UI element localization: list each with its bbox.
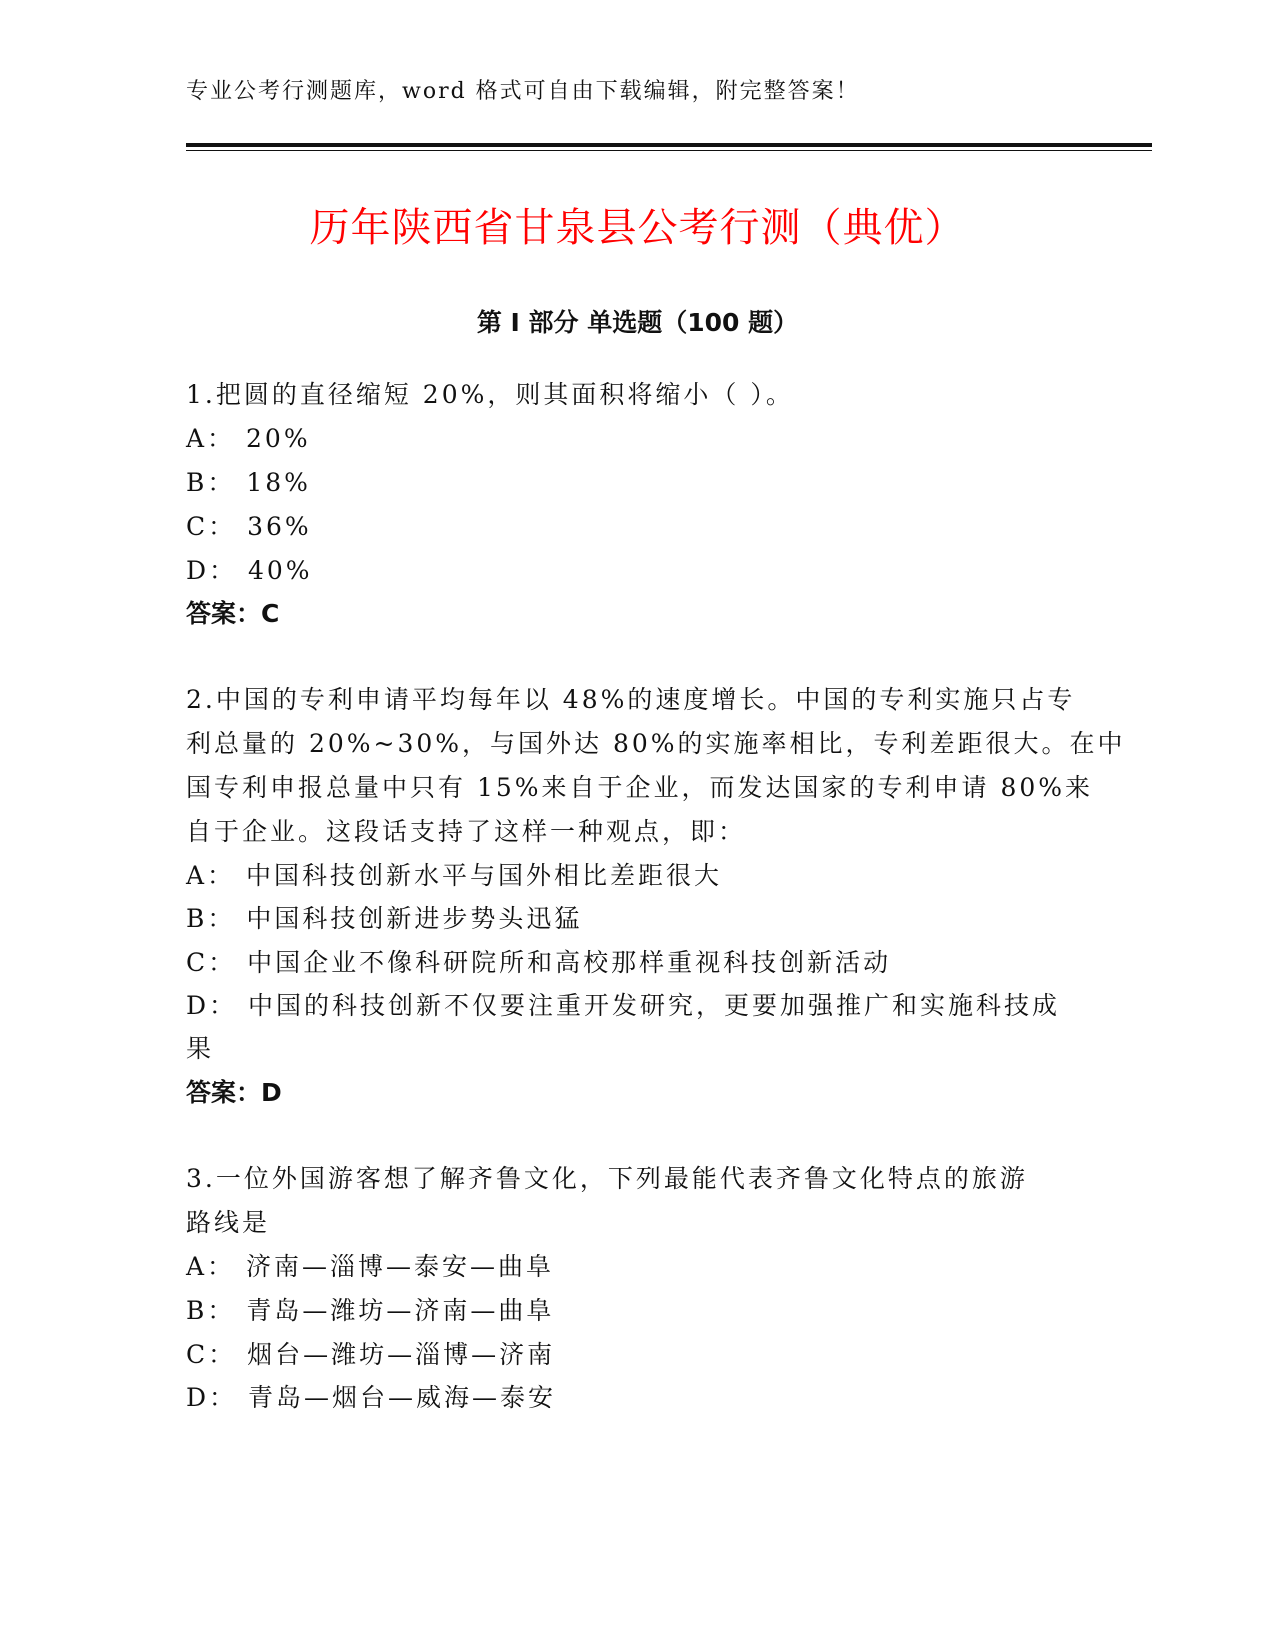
- question-1-answer: 答案：C: [186, 599, 280, 628]
- question-3-option-d: D： 青岛—烟台—威海—泰安: [186, 1383, 556, 1412]
- question-3-option-a: A： 济南—淄博—泰安—曲阜: [186, 1252, 555, 1281]
- question-2-option-c: C： 中国企业不像科研院所和高校那样重视科技创新活动: [186, 948, 892, 977]
- question-2-stem-line-1: 2.中国的专利申请平均每年以 48%的速度增长。中国的专利实施只占专: [186, 685, 1076, 714]
- question-2-option-d: D： 中国的科技创新不仅要注重开发研究，更要加强推广和实施科技成: [186, 991, 1060, 1020]
- question-2-stem-line-3: 国专利申报总量中只有 15%来自于企业，而发达国家的专利申请 80%来: [186, 773, 1094, 802]
- question-3-stem-line-1: 3.一位外国游客想了解齐鲁文化，下列最能代表齐鲁文化特点的旅游: [186, 1164, 1028, 1193]
- question-2-stem-line-4: 自于企业。这段话支持了这样一种观点，即：: [186, 817, 747, 846]
- header-note: 专业公考行测题库，word 格式可自由下载编辑，附完整答案！: [186, 79, 860, 104]
- question-2-option-d-cont: 果: [186, 1034, 215, 1063]
- question-1-stem: 1.把圆的直径缩短 20%，则其面积将缩小（ ）。: [186, 380, 794, 409]
- question-2-option-b: B： 中国科技创新进步势头迅猛: [186, 904, 583, 933]
- question-1-option-d: D： 40%: [186, 556, 313, 585]
- question-1-option-c: C： 36%: [186, 512, 312, 541]
- question-3-stem-line-2: 路线是: [186, 1208, 271, 1237]
- header-rule-thick: [186, 143, 1152, 147]
- question-1-option-b: B： 18%: [186, 468, 311, 497]
- question-1-option-a: A： 20%: [186, 424, 311, 453]
- document-title: 历年陕西省甘泉县公考行测（典优）: [309, 205, 966, 251]
- section-title: 第 I 部分 单选题（100 题）: [476, 308, 799, 337]
- question-3-option-b: B： 青岛—潍坊—济南—曲阜: [186, 1296, 555, 1325]
- question-2-stem-line-2: 利总量的 20%~30%，与国外达 80%的实施率相比，专利差距很大。在中: [186, 729, 1126, 758]
- question-2-option-a: A： 中国科技创新水平与国外相比差距很大: [186, 861, 723, 890]
- question-2-answer: 答案：D: [186, 1078, 282, 1107]
- question-3-option-c: C： 烟台—潍坊—淄博—济南: [186, 1340, 556, 1369]
- header-rule-thin: [186, 150, 1152, 151]
